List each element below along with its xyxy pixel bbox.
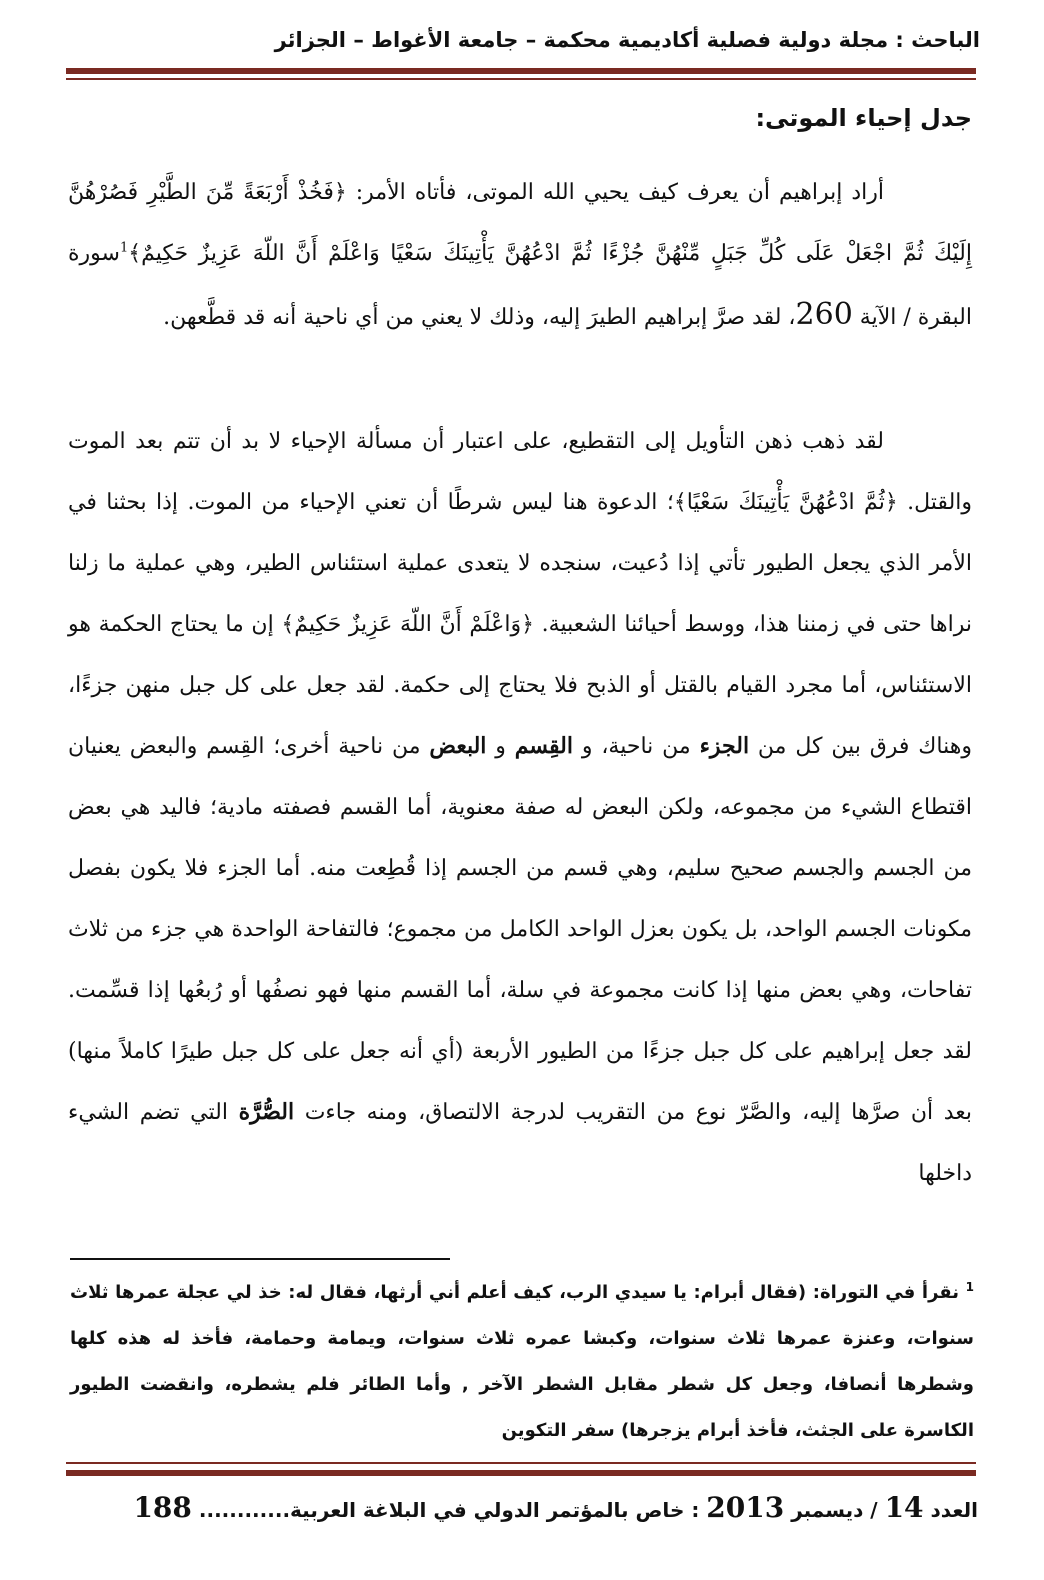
- footnote-marker: 1: [965, 1280, 974, 1294]
- p2-s2: ؛ الدعوة هنا ليس شرطًا أن تعني الإحياء من الموت. إذا بحثنا في الأمر الذي يجعل الطيور تأتي إذا دُعيت، سنجده لا يتعدى عملية استئناس الطير، وهي عملية ما زلنا نراها حتى في زمننا هذا، ووسط أحيائنا الشعبية.: [68, 490, 972, 637]
- footer-rule-thin: [66, 1462, 976, 1464]
- conference-note: : خاص بالمؤتمر الدولي في البلاغة العربية............: [198, 1498, 700, 1522]
- p1-verse: ﴿فَخُذْ أَرْبَعَةً مِّنَ الطَّيْرِ فَصُرْهُنَّ إِلَيْكَ ثُمَّ اجْعَلْ عَلَى كُلِّ جَبَلٍ مِّنْهُنَّ جُزْءًا ثُمَّ ادْعُهُنَّ يَأْتِينَكَ سَعْيًا وَاعْلَمْ أَنَّ اللّهَ عَزِيزٌ حَكِيمٌ﴾: [68, 180, 972, 266]
- header-rule-thick: [66, 68, 976, 74]
- term-juz: الجزء: [699, 733, 750, 759]
- running-header: الباحث : مجلة دولية فصلية أكاديمية محكمة – جامعة الأغواط – الجزائر: [274, 28, 980, 52]
- paragraph-2: [68, 411, 972, 1204]
- p2-s7: التي تضم الشيء داخلها: [68, 1100, 972, 1186]
- header-rule-thin: [66, 78, 976, 80]
- p2-s1: لقد ذهب ذهن التأويل إلى التقطيع، على اعتبار أن مسألة الإحياء لا بد أن تتم بعد الموت والقتل.: [68, 429, 973, 515]
- issue-label: العدد: [930, 1498, 978, 1522]
- issue-month: ديسمبر: [791, 1498, 864, 1522]
- term-baad: البعض: [429, 733, 487, 759]
- issue-year: 2013: [706, 1491, 785, 1524]
- footnote-ref[interactable]: 1: [119, 240, 129, 256]
- p2-s5: و: [486, 734, 515, 759]
- term-qism: القِسم: [514, 733, 573, 759]
- page-number: 188: [133, 1491, 192, 1524]
- verse-number: 260: [795, 297, 853, 332]
- page-footer: [98, 1486, 978, 1532]
- p2-s3: إن ما يحتاج الحكمة هو الاستئناس، أما مجرد القيام بالقتل أو الذبح فلا يحتاج إلى حكمة. لقد جعل على كل جبل منهن جزءًا، وهناك فرق بين كل من: [68, 612, 972, 759]
- issue-number: 14: [884, 1491, 924, 1524]
- p2-quote-1: ﴿ثُمَّ ادْعُهُنَّ يَأْتِينَكَ سَعْيًا﴾: [673, 490, 898, 515]
- footnote: [70, 1270, 974, 1454]
- p1-rest: ، لقد صرَّ إبراهيم الطيرَ إليه، وذلك لا يعني من أي ناحية أنه قد قطَّعهن.: [163, 305, 796, 330]
- footnote-separator: [70, 1258, 450, 1260]
- p2-quote-2: ﴿وَاعْلَمْ أَنَّ اللّهَ عَزِيزٌ حَكِيمٌ﴾: [281, 612, 535, 637]
- issue-separator: /: [863, 1498, 885, 1522]
- p2-s6: من ناحية أخرى؛ القِسم والبعض يعنيان اقتطاع الشيء من مجموعه، ولكن البعض له صفة معنوية، أما القسم فصفته مادية؛ فاليد هي بعض من الجسم والجسم صحيح سليم، وهي قسم من الجسم إذا قُطِعت منه. أما الجزء فلا يكون بفصل مكونات الجسم الواحد، بل يكون بعزل الواحد الكامل من مجموع؛ فالتفاحة الواحدة هي جزء من ثلاث تفاحات، وهي بعض منها إذا كانت مجموعة في سلة، أما القسم منها فهو نصفُها أو رُبعُها إذا قسِّمت. لقد جعل إبراهيم على كل جبل جزءًا من الطيور الأربعة (أي أنه جعل على كل جبل طيرًا كاملاً منها) بعد أن صرَّها إليه، والصَّرّ نوع من التقريب لدرجة الالتصاق، ومنه جاءت: [68, 734, 972, 1125]
- paragraph-1: [68, 162, 972, 348]
- footer-rule-thick: [66, 1470, 976, 1476]
- p2-s4: من ناحية، و: [572, 734, 700, 759]
- term-surra: الصُّرَّة: [238, 1099, 295, 1125]
- section-heading: جدل إحياء الموتى:: [755, 104, 972, 132]
- p1-citation: سورة البقرة / الآية: [68, 241, 972, 330]
- p1-intro: أراد إبراهيم أن يعرف كيف يحيي الله الموتى، فأتاه الأمر:: [346, 180, 884, 205]
- footnote-text: نقرأ في التوراة: (فقال أبرام: يا سيدي الرب، كيف أعلم أني أرثها، فقال له: خذ لي عجلة عمرها ثلاث سنوات، وعنزة عمرها ثلاث سنوات، وكبشا عمره ثلاث سنوات، ويمامة وحمامة، فأخذ له هذه كلها وشطرها أنصافا، وجعل كل شطر مقابل الشطر الآخر , وأما الطائر فلم يشطره، وانقضت الطيور الكاسرة على الجثث، فأخذ أبرام يزجرها) سفر التكوين: [70, 1282, 974, 1441]
